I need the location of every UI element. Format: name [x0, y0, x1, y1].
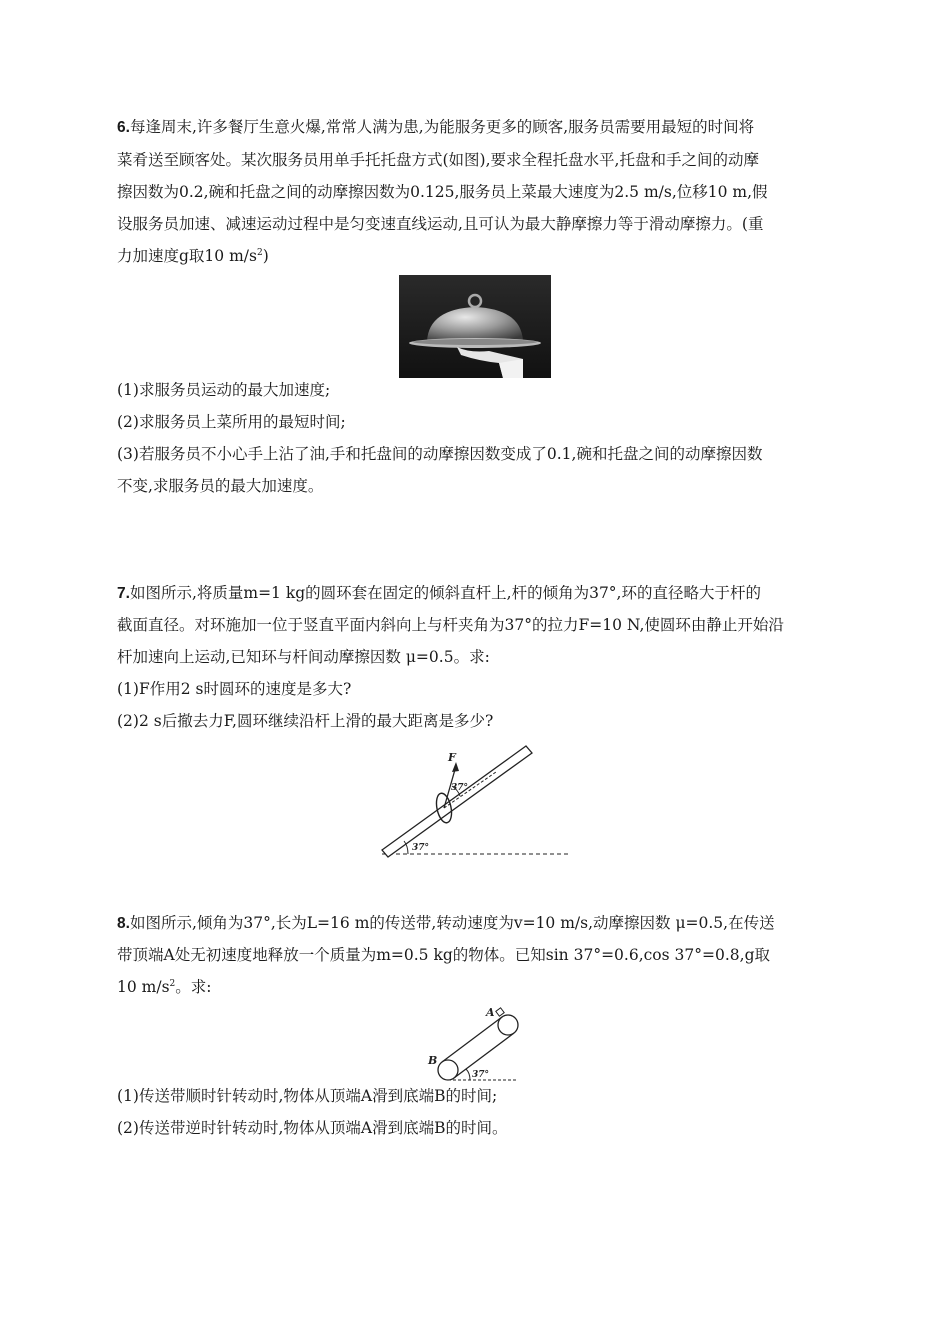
q7-sub-1: (1)F作用2 s时圆环的速度是多大? [117, 680, 352, 698]
q6-sub-2: (2)求服务员上菜所用的最短时间; [117, 413, 346, 431]
q7-line-1: 7.如图所示,将质量m=1 kg的圆环套在固定的倾斜直杆上,杆的倾角为37°,环的直径略大于杆的 [117, 584, 761, 602]
force-label: F [448, 751, 456, 764]
q8-line-2: 带顶端A处无初速度地释放一个质量为m=0.5 kg的物体。已知sin 37°=0.6,cos 37°=0.8,g取 [117, 946, 770, 964]
q8-line-1: 8.如图所示,倾角为37°,长为L=16 m的传送带,转动速度为v=10 m/s,动摩擦因数 μ=0.5,在传送 [117, 914, 775, 932]
q8-number: 8. [117, 915, 130, 932]
q6-line-2: 菜肴送至顾客处。某次服务员用单手托托盘方式(如图),要求全程托盘水平,托盘和手之间的动摩 [117, 151, 759, 169]
q8-sub-1: (1)传送带顺时针转动时,物体从顶端A滑到底端B的时间; [117, 1087, 498, 1105]
angle-label: 37° [472, 1070, 490, 1080]
q8-sub-2: (2)传送带逆时针转动时,物体从顶端A滑到底端B的时间。 [117, 1119, 508, 1137]
q6-sub-3: (3)若服务员不小心手上沾了油,手和托盘间的动摩擦因数变成了0.1,碗和托盘之间的动摩擦因数 [117, 445, 763, 463]
belt-top [442, 1017, 502, 1062]
object-block [496, 1008, 504, 1016]
q7-line-3: 杆加速向上运动,已知环与杆间动摩擦因数 μ=0.5。求: [117, 648, 490, 666]
conveyor-belt-diagram [424, 1003, 524, 1087]
angle-label-bottom: 37° [412, 843, 430, 853]
q7-number: 7. [117, 585, 130, 602]
q8-line-3: 10 $m/s^2$。求: [117, 978, 212, 996]
ring-on-rod-diagram [378, 742, 574, 862]
q7-line-2: 截面直径。对环施加一位于竖直平面内斜向上与杆夹角为37°的拉力F=10 N,使圆环由静止开始沿 [117, 616, 784, 634]
inclined-rod [382, 746, 532, 857]
label-b: B [428, 1054, 438, 1067]
q6-sub-1: (1)求服务员运动的最大加速度; [117, 381, 331, 399]
q6-sub-4: 不变,求服务员的最大加速度。 [117, 477, 324, 495]
q6-number: 6. [117, 119, 130, 136]
waiter-tray-photo [399, 275, 551, 378]
label-a: A [486, 1006, 495, 1019]
q7-sub-2: (2)2 s后撤去力F,圆环继续沿杆上滑的最大距离是多少? [117, 712, 494, 730]
angle-label-top: 37° [451, 783, 469, 793]
q6-line-4: 设服务员加速、减速运动过程中是匀变速直线运动,且可认为最大静摩擦力等于滑动摩擦力。(重 [117, 215, 764, 233]
q6-line-1: 6.每逢周末,许多餐厅生意火爆,常常人满为患,为能服务更多的顾客,服务员需要用最短的时间将 [117, 118, 755, 136]
q6-line-5: 力加速度g取10 $m/s^2$) [117, 247, 269, 265]
q6-line-3: 擦因数为0.2,碗和托盘之间的动摩擦因数为0.125,服务员上菜最大速度为2.5 m/s,位移10 m,假 [117, 183, 768, 201]
